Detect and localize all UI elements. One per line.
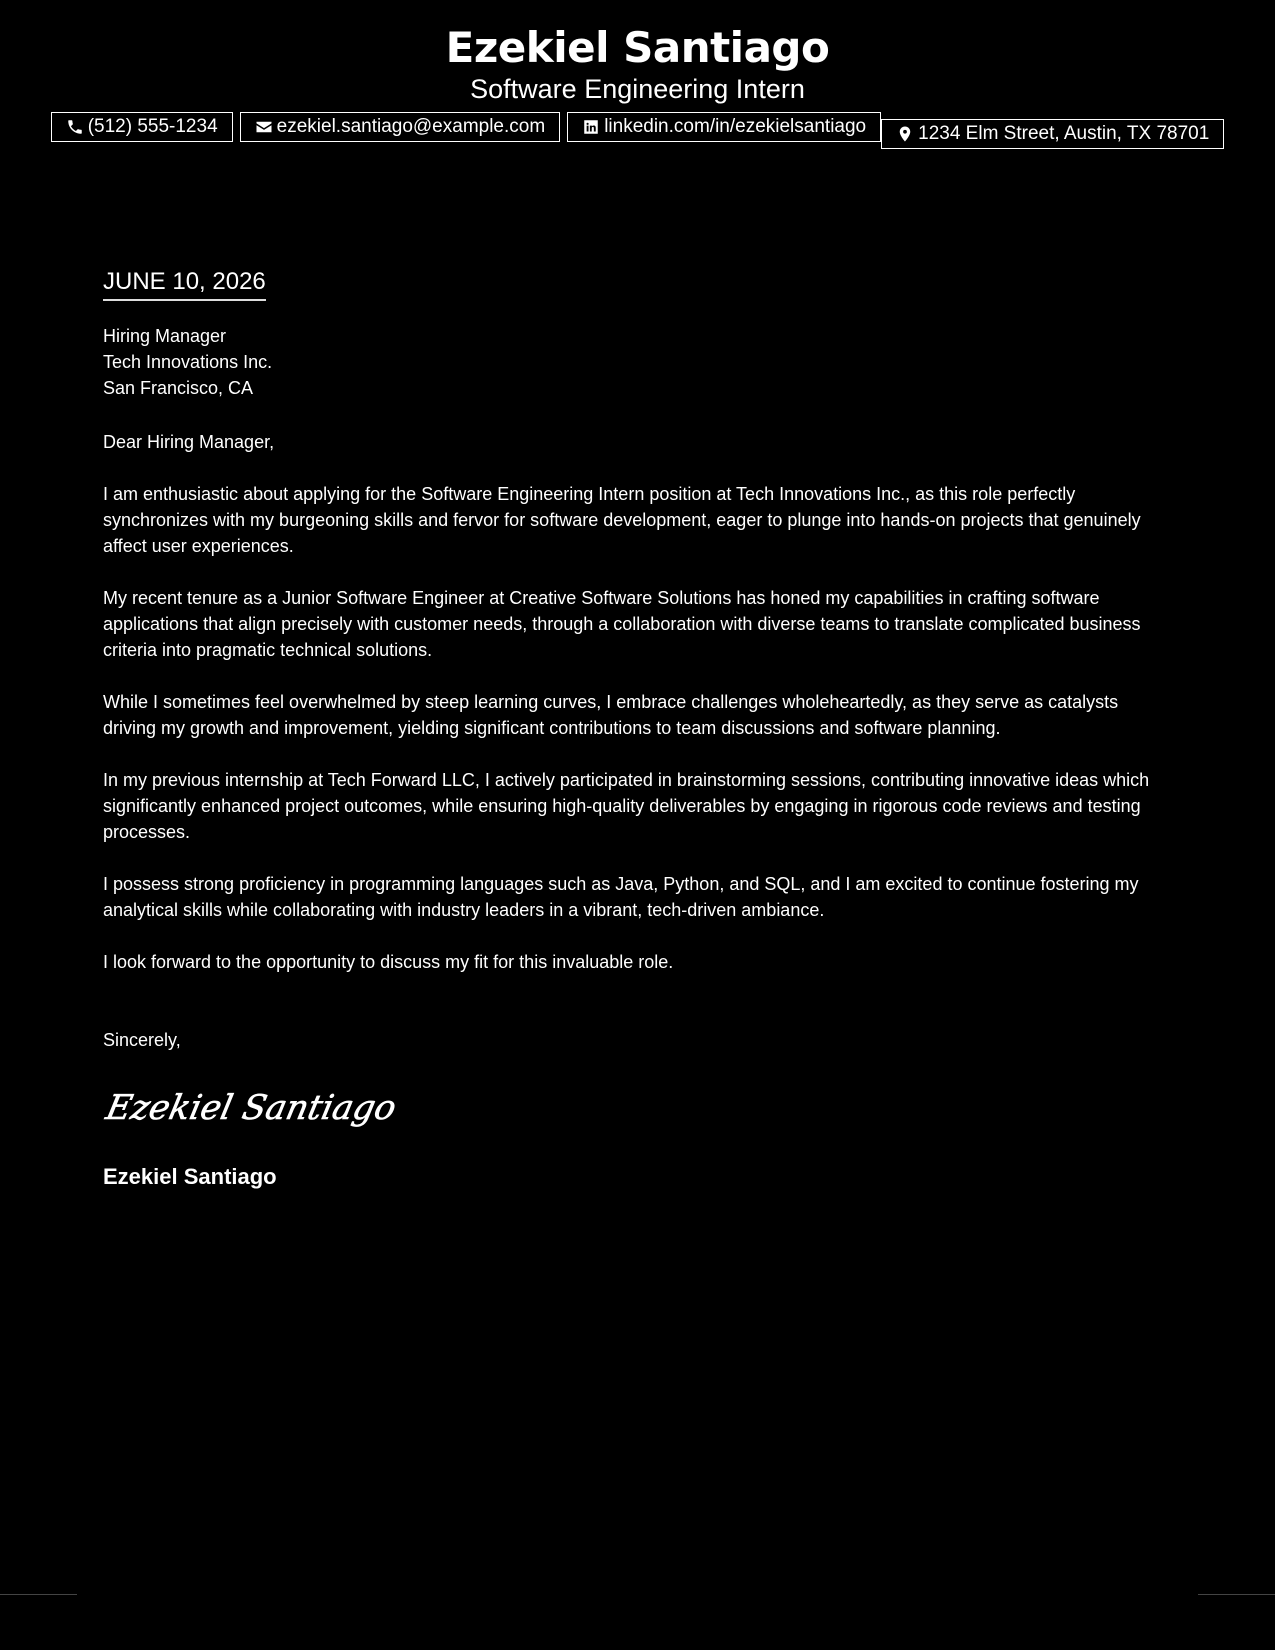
contact-email[interactable] <box>240 112 561 142</box>
contact-phone[interactable] <box>51 112 233 142</box>
signature-text: Ezekiel Santiago <box>102 1088 400 1128</box>
salutation: Dear Hiring Manager, <box>103 432 275 452</box>
linkedin-icon <box>582 118 600 136</box>
body-paragraph: I am enthusiastic about applying for the Software Engineering Intern position at Tech Innovations Inc., as this role perfectly synchronizes with my burgeoning skills and fervor for software development, eager to plunge into hands-on projects that genuinely affect user experiences. <box>103 484 1141 556</box>
handwritten-signature <box>102 1079 1173 1133</box>
phone-text: (512) 555-1234 <box>87 116 218 137</box>
letter-date: JUNE 10, 2026 <box>103 265 266 301</box>
envelope-icon <box>255 118 273 136</box>
recipient-line: Tech Innovations Inc. <box>103 352 273 372</box>
recipient-block <box>103 323 1173 401</box>
contact-list <box>0 112 1275 149</box>
body-paragraph: In my previous internship at Tech Forward LLC, I actively participated in brainstorming sessions, contributing innovative ideas which significantly enhanced project outcomes, while ensuring high-quality deliverables by engaging in rigorous code reviews and testing processes. <box>103 770 1150 842</box>
recipient-line: San Francisco, CA <box>103 378 254 398</box>
body-paragraph: While I sometimes feel overwhelmed by steep learning curves, I embrace challenges wholeheartedly, as they serve as catalysts driving my growth and improvement, yielding significant contributions to team discussions and software planning. <box>103 692 1119 738</box>
contact-row <box>881 119 1224 149</box>
letter-body <box>103 265 1173 1191</box>
email-text: ezekiel.santiago@example.com <box>276 116 546 137</box>
body-paragraph: My recent tenure as a Junior Software Engineer at Creative Software Solutions has honed my capabilities in crafting software applications that align precisely with customer needs, through a collaboration with diverse teams to translate complicated business criteria into pragmatic technical solutions. <box>103 588 1141 660</box>
contact-row <box>51 112 881 149</box>
signature-image <box>102 1079 400 1133</box>
page-edge-line-left <box>0 1594 77 1595</box>
page-edge-line-right <box>1198 1594 1275 1595</box>
contact-linkedin[interactable] <box>567 112 881 142</box>
phone-icon <box>66 118 84 136</box>
map-marker-icon <box>896 125 914 143</box>
applicant-title: Software Engineering Intern <box>470 74 805 104</box>
body-paragraph: I look forward to the opportunity to discuss my fit for this invaluable role. <box>103 952 674 972</box>
linkedin-text: linkedin.com/in/ezekielsantiago <box>604 116 867 137</box>
contact-address[interactable] <box>881 119 1224 149</box>
applicant-name: Ezekiel Santiago <box>445 23 830 72</box>
recipient-line: Hiring Manager <box>103 326 227 346</box>
closing: Sincerely, <box>103 1030 181 1050</box>
signer-name: Ezekiel Santiago <box>103 1164 277 1189</box>
address-text: 1234 Elm Street, Austin, TX 78701 <box>918 123 1210 144</box>
body-paragraph: I possess strong proficiency in programming languages such as Java, Python, and SQL, and I am excited to continue fostering my analytical skills while collaborating with industry leaders in a vibrant, tech-driven ambiance. <box>103 874 1139 920</box>
letter-header <box>0 22 1275 149</box>
